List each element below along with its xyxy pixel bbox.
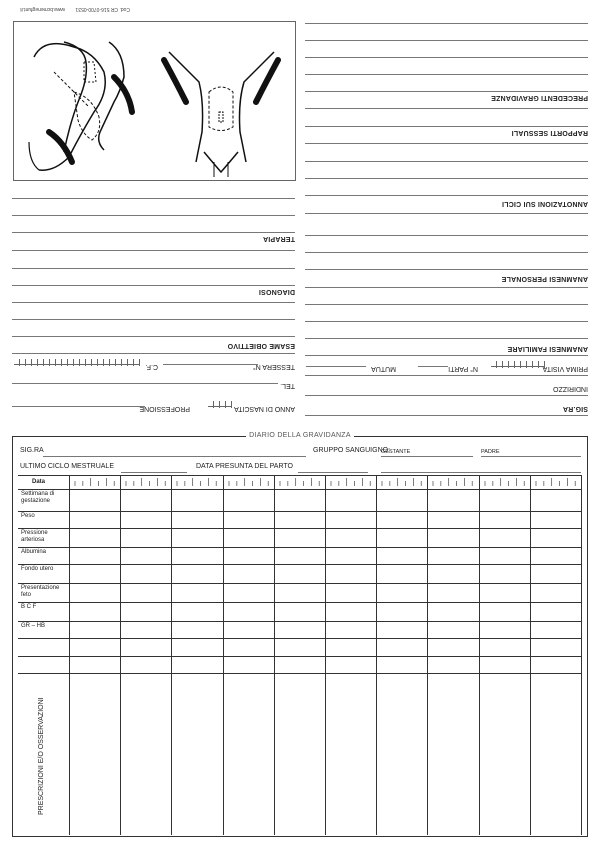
date-ticks[interactable]	[530, 475, 581, 489]
date-ticks[interactable]	[171, 475, 222, 489]
label-esame-obiettivo: ESAME OBIETTIVO	[227, 342, 295, 349]
prima-visita-boxes[interactable]	[491, 366, 545, 374]
grid-col-line	[325, 475, 326, 835]
grid-row-line	[18, 673, 581, 674]
date-ticks[interactable]	[120, 475, 171, 489]
grid-row-line	[18, 528, 581, 529]
label-tessera: TESSERA N°	[252, 363, 295, 370]
website: www.bcmenegfunt.it	[20, 6, 65, 12]
row-label: Fondo utero	[21, 566, 54, 572]
grid-col-line	[530, 475, 531, 835]
label-precedenti-gravidanze: PRECEDENTI GRAVIDANZE	[490, 94, 588, 101]
date-ticks[interactable]	[69, 475, 120, 489]
grid-row-line	[18, 511, 581, 512]
label-data-presunta: DATA PRESUNTA DEL PARTO	[196, 463, 293, 470]
row-label: B C F	[21, 604, 37, 610]
diary-title: DIARIO DELLA GRAVIDANZA	[13, 432, 587, 439]
label-mutua: MUTUA	[371, 365, 396, 372]
date-ticks[interactable]	[479, 475, 530, 489]
pregnancy-diary	[12, 432, 588, 837]
row-label: GR – HB	[21, 623, 46, 629]
row-label: Peso	[21, 513, 35, 519]
date-ticks[interactable]	[223, 475, 274, 489]
grid-col-line	[171, 475, 172, 835]
label-tel: TEL.	[280, 382, 295, 389]
date-ticks[interactable]	[274, 475, 325, 489]
label-annotazioni-cicli: ANNOTAZIONI SUI CICLI	[501, 200, 588, 207]
grid-row-line	[18, 656, 581, 657]
grid-col-line	[69, 475, 70, 835]
label-terapia: TERAPIA	[262, 235, 295, 242]
label-indirizzo: INDIRIZZO	[553, 385, 588, 392]
label-n-parti: N° PARTI	[448, 365, 478, 372]
label-prescrizioni: PRESCRIZIONI E/O OSSERVAZIONI	[38, 697, 45, 815]
label-professione: PROFESSIONE	[139, 405, 190, 412]
label-padre: PADRE	[481, 449, 500, 455]
date-ticks[interactable]	[325, 475, 376, 489]
product-code: Cod. CR 516-0700-0531	[75, 6, 130, 12]
grid-row-line	[18, 638, 581, 639]
row-label: Pressione arteriosa	[21, 530, 48, 543]
label-cf: C.F.	[145, 363, 158, 370]
grid-col-line	[427, 475, 428, 835]
grid-row-line	[18, 621, 581, 622]
grid-col-line	[479, 475, 480, 835]
diary-grid	[18, 475, 581, 835]
grid-row-line	[18, 564, 581, 565]
grid-row-line	[18, 583, 581, 584]
label-gestante: GESTANTE	[381, 449, 411, 455]
label-prima-visita: PRIMA VISITA	[542, 365, 588, 372]
grid-row-line	[18, 489, 581, 490]
label-anamnesi-personale: ANAMNESI PERSONALE	[501, 275, 588, 282]
label-anamnesi-familiare: ANAMNESI FAMILIARE	[507, 345, 588, 352]
anatomy-drawing-box	[13, 21, 296, 181]
label-diagnosi: DIAGNOSI	[258, 288, 295, 295]
label-anno-nascita: ANNO DI NASCITA	[234, 405, 295, 412]
label-rapporti-sessuali: RAPPORTI SESSUALI	[511, 129, 588, 136]
label-gruppo-sanguigno: GRUPPO SANGUIGNO:	[313, 447, 391, 454]
date-ticks[interactable]	[376, 475, 427, 489]
label-diary-sig-ra: SIG.RA	[20, 447, 44, 454]
grid-col-line	[581, 475, 582, 835]
grid-col-line	[120, 475, 121, 835]
row-label: Presentazione feto	[21, 585, 60, 598]
anatomy-illustration	[14, 22, 295, 180]
row-label: Albumina	[21, 549, 47, 555]
date-ticks[interactable]	[427, 475, 478, 489]
row-label: Data	[32, 479, 46, 485]
grid-row-line	[18, 602, 581, 603]
grid-col-line	[274, 475, 275, 835]
grid-col-line	[223, 475, 224, 835]
label-ultimo-ciclo: ULTIMO CICLO MESTRUALE	[20, 463, 114, 470]
anno-nascita-boxes[interactable]	[208, 406, 232, 414]
row-label: Settimana di gestazione	[21, 491, 55, 504]
cf-boxes[interactable]	[14, 364, 140, 372]
grid-row-line	[18, 547, 581, 548]
grid-col-line	[376, 475, 377, 835]
label-sig-ra: SIG.RA	[562, 405, 588, 412]
